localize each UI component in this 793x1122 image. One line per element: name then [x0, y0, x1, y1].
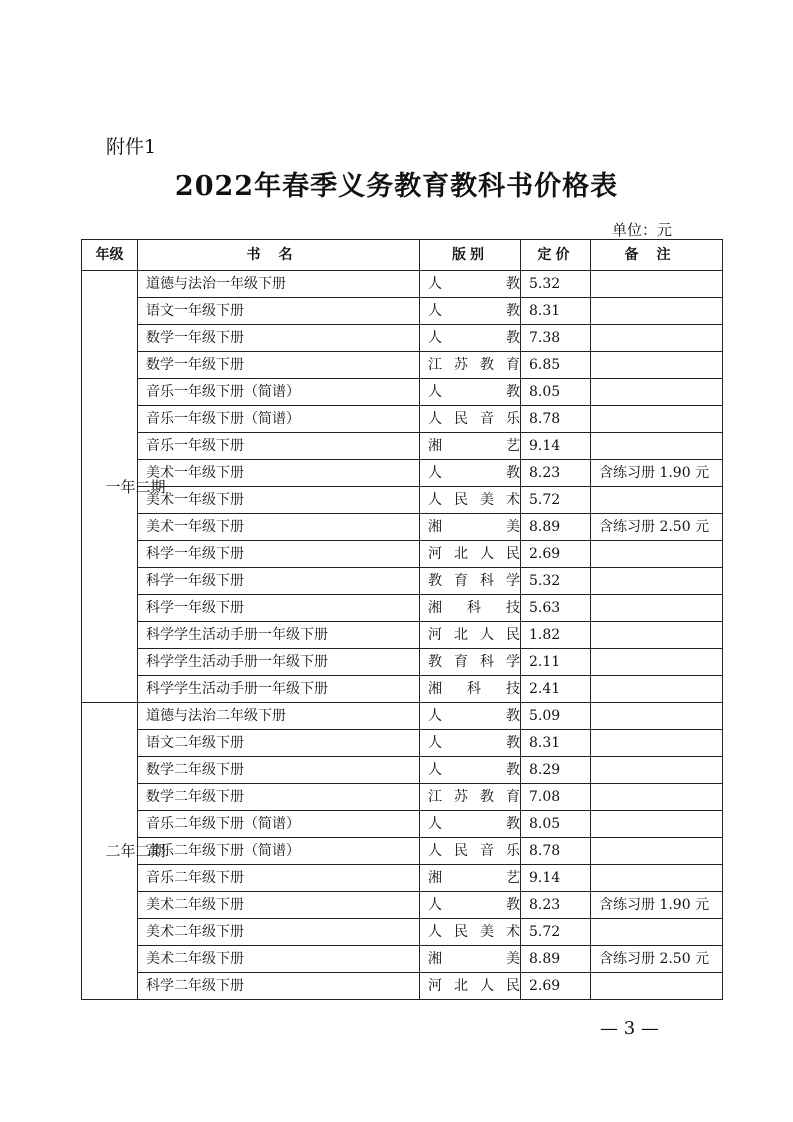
book-name-cell: 科学二年级下册 — [138, 973, 420, 1000]
table-row — [82, 838, 723, 865]
publisher-cell: 湘艺 — [420, 433, 521, 460]
book-name-cell: 音乐一年级下册（简谱） — [138, 406, 420, 433]
price-cell: 2.69 — [521, 973, 591, 1000]
table-row — [82, 460, 723, 487]
publisher-cell: 人民美术 — [420, 487, 521, 514]
table-row — [82, 946, 723, 973]
price-cell: 8.31 — [521, 298, 591, 325]
table-row — [82, 622, 723, 649]
publisher-cell: 江苏教育 — [420, 352, 521, 379]
price-cell: 1.82 — [521, 622, 591, 649]
table-row — [82, 973, 723, 1000]
note-cell — [591, 433, 723, 460]
table-row — [82, 784, 723, 811]
note-cell: 含练习册 1.90 元 — [591, 892, 723, 919]
publisher-cell: 河北人民 — [420, 973, 521, 1000]
publisher-cell: 教育科学 — [420, 649, 521, 676]
table-row — [82, 514, 723, 541]
book-name-cell: 音乐一年级下册 — [138, 433, 420, 460]
book-name-cell: 科学学生活动手册一年级下册 — [138, 676, 420, 703]
table-row — [82, 379, 723, 406]
price-cell: 9.14 — [521, 433, 591, 460]
book-name-cell: 道德与法治一年级下册 — [138, 271, 420, 298]
publisher-cell: 人教 — [420, 757, 521, 784]
price-cell: 7.08 — [521, 784, 591, 811]
book-name-cell: 音乐二年级下册 — [138, 865, 420, 892]
table-row — [82, 892, 723, 919]
header-name: 书名 — [138, 240, 420, 271]
note-cell — [591, 784, 723, 811]
header-note: 备注 — [591, 240, 723, 271]
table-row — [82, 865, 723, 892]
note-cell — [591, 352, 723, 379]
note-cell — [591, 622, 723, 649]
header-publisher: 版别 — [420, 240, 521, 271]
table-row — [82, 352, 723, 379]
note-cell — [591, 595, 723, 622]
price-cell: 8.78 — [521, 838, 591, 865]
note-cell — [591, 757, 723, 784]
note-cell: 含练习册 2.50 元 — [591, 946, 723, 973]
price-cell: 5.09 — [521, 703, 591, 730]
table-row — [82, 541, 723, 568]
price-cell: 9.14 — [521, 865, 591, 892]
book-name-cell: 美术二年级下册 — [138, 919, 420, 946]
publisher-cell: 湘美 — [420, 946, 521, 973]
book-name-cell: 道德与法治二年级下册 — [138, 703, 420, 730]
price-cell: 8.23 — [521, 892, 591, 919]
book-name-cell: 科学一年级下册 — [138, 541, 420, 568]
header-grade: 年级 — [82, 240, 138, 271]
table-row — [82, 757, 723, 784]
price-cell: 5.32 — [521, 568, 591, 595]
note-cell — [591, 406, 723, 433]
table-row — [82, 811, 723, 838]
price-cell: 5.72 — [521, 919, 591, 946]
book-name-cell: 科学学生活动手册一年级下册 — [138, 649, 420, 676]
note-cell — [591, 325, 723, 352]
book-name-cell: 美术一年级下册 — [138, 487, 420, 514]
note-cell — [591, 676, 723, 703]
page-number: — 3 — — [600, 1018, 659, 1039]
publisher-cell: 人教 — [420, 892, 521, 919]
book-name-cell: 语文一年级下册 — [138, 298, 420, 325]
book-name-cell: 数学一年级下册 — [138, 352, 420, 379]
book-name-cell: 音乐二年级下册（简谱） — [138, 811, 420, 838]
table-row — [82, 703, 723, 730]
table-row — [82, 730, 723, 757]
price-cell: 8.05 — [521, 811, 591, 838]
publisher-cell: 人民音乐 — [420, 406, 521, 433]
note-cell — [591, 973, 723, 1000]
price-cell: 6.85 — [521, 352, 591, 379]
table-row — [82, 676, 723, 703]
book-name-cell: 数学二年级下册 — [138, 784, 420, 811]
book-name-cell: 科学一年级下册 — [138, 595, 420, 622]
table-row — [82, 568, 723, 595]
publisher-cell: 人教 — [420, 730, 521, 757]
publisher-cell: 人教 — [420, 379, 521, 406]
table-row — [82, 271, 723, 298]
note-cell: 含练习册 2.50 元 — [591, 514, 723, 541]
price-cell: 8.05 — [521, 379, 591, 406]
price-table — [81, 239, 723, 1000]
price-cell: 5.63 — [521, 595, 591, 622]
publisher-cell: 人教 — [420, 460, 521, 487]
publisher-cell: 江苏教育 — [420, 784, 521, 811]
table-row — [82, 325, 723, 352]
price-cell: 8.89 — [521, 946, 591, 973]
book-name-cell: 语文二年级下册 — [138, 730, 420, 757]
publisher-cell: 湘科技 — [420, 595, 521, 622]
publisher-cell: 人民美术 — [420, 919, 521, 946]
price-cell: 2.41 — [521, 676, 591, 703]
table-row — [82, 406, 723, 433]
publisher-cell: 湘科技 — [420, 676, 521, 703]
note-cell — [591, 838, 723, 865]
publisher-cell: 人教 — [420, 325, 521, 352]
note-cell: 含练习册 1.90 元 — [591, 460, 723, 487]
table-body — [82, 271, 723, 1000]
price-cell: 5.32 — [521, 271, 591, 298]
publisher-cell: 人教 — [420, 271, 521, 298]
note-cell — [591, 919, 723, 946]
publisher-cell: 人民音乐 — [420, 838, 521, 865]
price-cell: 7.38 — [521, 325, 591, 352]
table-row — [82, 649, 723, 676]
book-name-cell: 音乐二年级下册（简谱） — [138, 838, 420, 865]
publisher-cell: 人教 — [420, 703, 521, 730]
table-row — [82, 919, 723, 946]
grade-cell: 二年二期 — [82, 703, 138, 1000]
publisher-cell: 湘美 — [420, 514, 521, 541]
note-cell — [591, 811, 723, 838]
note-cell — [591, 298, 723, 325]
price-cell: 2.69 — [521, 541, 591, 568]
table-row — [82, 487, 723, 514]
table-row — [82, 298, 723, 325]
price-cell: 2.11 — [521, 649, 591, 676]
book-name-cell: 美术二年级下册 — [138, 892, 420, 919]
note-cell — [591, 865, 723, 892]
price-cell: 8.31 — [521, 730, 591, 757]
header-price: 定价 — [521, 240, 591, 271]
publisher-cell: 人教 — [420, 298, 521, 325]
note-cell — [591, 649, 723, 676]
price-cell: 8.23 — [521, 460, 591, 487]
book-name-cell: 美术一年级下册 — [138, 460, 420, 487]
attachment-label: 附件1 — [106, 136, 157, 158]
grade-cell: 一年二期 — [82, 271, 138, 703]
book-name-cell: 美术二年级下册 — [138, 946, 420, 973]
price-cell: 8.89 — [521, 514, 591, 541]
book-name-cell: 科学一年级下册 — [138, 568, 420, 595]
note-cell — [591, 541, 723, 568]
unit-label: 单位：元 — [612, 221, 673, 239]
note-cell — [591, 379, 723, 406]
price-cell: 8.78 — [521, 406, 591, 433]
table-row — [82, 433, 723, 460]
note-cell — [591, 703, 723, 730]
document-title: 2022年春季义务教育教科书价格表 — [174, 171, 619, 202]
note-cell — [591, 568, 723, 595]
note-cell — [591, 271, 723, 298]
book-name-cell: 数学一年级下册 — [138, 325, 420, 352]
note-cell — [591, 487, 723, 514]
price-cell: 5.72 — [521, 487, 591, 514]
book-name-cell: 美术一年级下册 — [138, 514, 420, 541]
publisher-cell: 湘艺 — [420, 865, 521, 892]
note-cell — [591, 730, 723, 757]
price-cell: 8.29 — [521, 757, 591, 784]
publisher-cell: 人教 — [420, 811, 521, 838]
table-row — [82, 595, 723, 622]
publisher-cell: 河北人民 — [420, 622, 521, 649]
book-name-cell: 数学二年级下册 — [138, 757, 420, 784]
publisher-cell: 教育科学 — [420, 568, 521, 595]
table-header-row — [82, 240, 723, 271]
book-name-cell: 科学学生活动手册一年级下册 — [138, 622, 420, 649]
book-name-cell: 音乐一年级下册（简谱） — [138, 379, 420, 406]
publisher-cell: 河北人民 — [420, 541, 521, 568]
